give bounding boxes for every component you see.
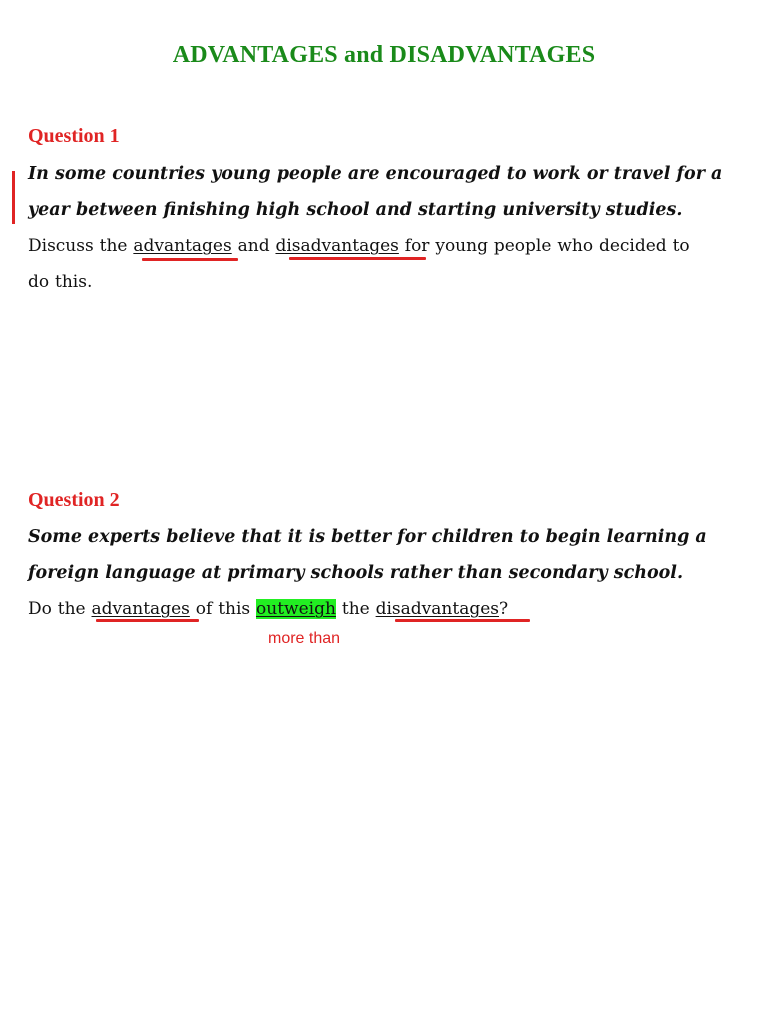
question-1-instruction-line-2: do this. [28,272,93,292]
highlighted-outweigh: outweigh [256,599,336,619]
question-1-prompt-line-1: In some countries young people are encouraged to work or travel for a [28,164,723,184]
instruction-text: the [335,599,376,619]
question-2-prompt-line-2: foreign language at primary schools rather than secondary school. [28,563,684,583]
keyword-disadvantages: disadvantages [375,599,499,619]
red-underline-disadvantages-2 [395,619,530,622]
keyword-advantages: advantages [91,599,190,619]
red-underline-advantages [142,258,238,261]
instruction-text: ? [499,599,509,619]
red-underline-advantages-2 [96,619,199,622]
margin-annotation-bar [12,171,15,224]
question-1-label: Question 1 [28,125,120,147]
instruction-text: of this [189,599,257,619]
red-underline-disadvantages [289,257,426,260]
instruction-text: Discuss the [28,236,134,256]
instruction-text: for young people who decided to [398,236,690,256]
keyword-disadvantages: disadvantages [275,236,399,256]
page-title: ADVANTAGES and DISADVANTAGES [172,42,596,68]
instruction-text: and [231,236,276,256]
question-2-label: Question 2 [28,489,120,511]
handwritten-note-more-than: more than [268,630,341,647]
question-2-prompt-line-1: Some experts believe that it is better for children to begin learning a [28,527,707,547]
question-1-prompt-line-2: year between finishing high school and starting university studies. [28,200,683,220]
keyword-advantages: advantages [133,236,232,256]
instruction-text: Do the [28,599,92,619]
